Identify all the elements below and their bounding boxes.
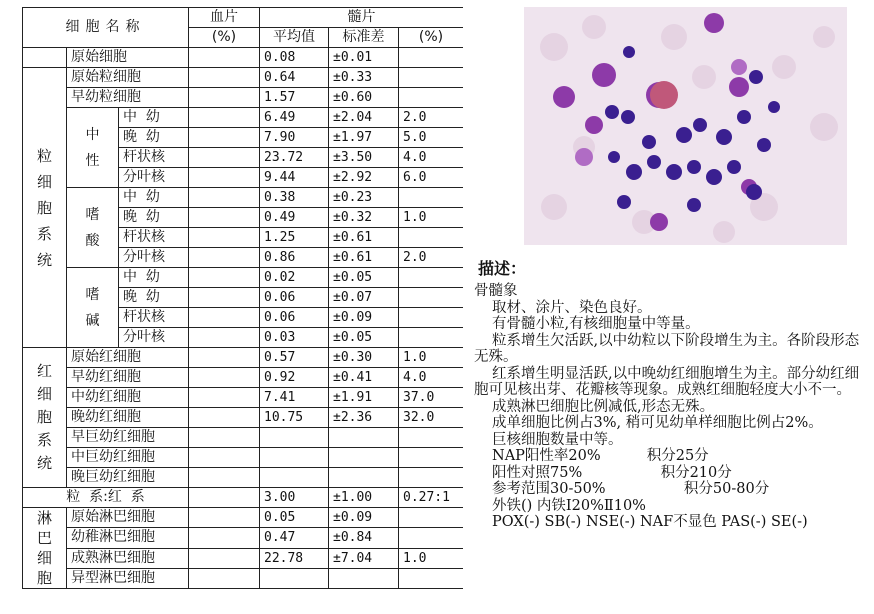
header-sd: 标准差 (329, 28, 399, 48)
row-sd: ±0.61 (329, 228, 399, 248)
row-pct (399, 528, 464, 548)
group-granulocyte: 粒 细 胞 系 统 (23, 68, 67, 348)
desc-line: 骨髓象 (474, 283, 518, 299)
row-pct (399, 88, 464, 108)
row-name: 分叶核 (119, 328, 189, 348)
row-sd: ±2.36 (329, 408, 399, 428)
row-mean: 0.49 (260, 208, 329, 228)
row-name: 中 幼 (119, 108, 189, 128)
row-name: 杆状核 (119, 148, 189, 168)
row-name: 早巨幼红细胞 (67, 428, 189, 448)
bone-marrow-micrograph (524, 7, 847, 245)
row-name: 中 幼 (119, 188, 189, 208)
row-pct (399, 448, 464, 468)
row-pct: 32.0 (399, 408, 464, 428)
table-row (23, 108, 464, 128)
row-mean: 0.08 (260, 48, 329, 68)
row-pct: 1.0 (399, 548, 464, 568)
row-sd: ±0.01 (329, 48, 399, 68)
row-name: 成熟淋巴细胞 (67, 548, 189, 568)
row-mean (260, 468, 329, 488)
desc-line: 阳性对照75% 积分210分 (492, 464, 732, 481)
description-body (474, 283, 868, 531)
row-mean (260, 568, 329, 588)
row-mean: 22.78 (260, 548, 329, 568)
row-pct: 2.0 (399, 108, 464, 128)
row-mean: 6.49 (260, 108, 329, 128)
table-row (23, 548, 464, 568)
row-mean: 23.72 (260, 148, 329, 168)
row-sd (329, 568, 399, 588)
row-mean: 0.86 (260, 248, 329, 268)
desc-line: 参考范围30-50% 积分50-80分 (492, 481, 770, 497)
table-row (23, 488, 464, 508)
header-cell-name: 细胞名称 (23, 8, 189, 48)
row-name: 晚 幼 (119, 208, 189, 228)
header-mean: 平均值 (260, 28, 329, 48)
row-pct: 4.0 (399, 148, 464, 168)
row-name: 幼稚淋巴细胞 (67, 528, 189, 548)
table-row (23, 268, 464, 288)
row-sd: ±0.33 (329, 68, 399, 88)
row-sd (329, 468, 399, 488)
row-sd: ±1.97 (329, 128, 399, 148)
row-name: 原始粒细胞 (67, 68, 189, 88)
row-mean: 10.75 (260, 408, 329, 428)
row-name: 晚幼红细胞 (67, 408, 189, 428)
table-row (23, 88, 464, 108)
row-pct: 2.0 (399, 248, 464, 268)
desc-line: 粒系增生欠活跃,以中幼粒以下阶段增生为主。各阶段形态无殊。 (474, 332, 860, 365)
row-mean: 3.00 (260, 488, 329, 508)
row-sd (329, 428, 399, 448)
header-blood-pct: (%) (189, 28, 260, 48)
row-name: 中 幼 (119, 268, 189, 288)
row-name: 晚 幼 (119, 128, 189, 148)
row-sd: ±0.84 (329, 528, 399, 548)
row-mean: 1.25 (260, 228, 329, 248)
row-mean: 0.03 (260, 328, 329, 348)
row-name: 原始红细胞 (67, 348, 189, 368)
row-name: 早幼红细胞 (67, 368, 189, 388)
desc-line: POX(-) SB(-) NSE(-) NAF不显色 PAS(-) SE(-) (492, 514, 808, 530)
group-basophil: 嗜 碱 (67, 268, 119, 348)
row-sd: ±1.91 (329, 388, 399, 408)
table-row (23, 188, 464, 208)
row-sd: ±2.92 (329, 168, 399, 188)
desc-line: 巨核细胞数量中等。 (492, 431, 623, 448)
row-sd: ±0.60 (329, 88, 399, 108)
row-pct (399, 328, 464, 348)
row-pct (399, 508, 464, 528)
row-mean: 0.57 (260, 348, 329, 368)
row-mean: 0.02 (260, 268, 329, 288)
desc-line: 红系增生明显活跃,以中晚幼红细胞增生为主。部分幼红细胞可见核出芽、花瓣核等现象。成熟红细胞轻度大小不一。 (474, 365, 860, 398)
row-sd: ±0.07 (329, 288, 399, 308)
desc-line: NAP阳性率20% 积分25分 (492, 448, 709, 464)
row-mean (260, 448, 329, 468)
row-sd (329, 448, 399, 468)
row-name: 中幼红细胞 (67, 388, 189, 408)
row-sd: ±0.05 (329, 268, 399, 288)
desc-line: 外铁() 内铁Ⅰ20%Ⅱ10% (492, 497, 646, 514)
row-mean: 0.06 (260, 308, 329, 328)
row-mean: 0.38 (260, 188, 329, 208)
micrograph-image (524, 7, 847, 245)
row-mean: 0.06 (260, 288, 329, 308)
row-name: 粒 系:红 系 (23, 488, 189, 508)
table-row (23, 68, 464, 88)
row-pct (399, 308, 464, 328)
group-neutrophil: 中 性 (67, 108, 119, 188)
header-blood: 血片 (189, 8, 260, 28)
row-sd: ±0.05 (329, 328, 399, 348)
row-sd: ±0.32 (329, 208, 399, 228)
desc-line: 有骨髓小粒,有核细胞量中等量。 (492, 316, 700, 332)
row-pct (399, 48, 464, 68)
description-title: 描述： (478, 259, 527, 278)
group-erythroid: 红 细 胞 系 统 (23, 348, 67, 488)
desc-line: 成单细胞比例占3%, 稍可见幼单样细胞比例占2%。 (492, 415, 823, 431)
row-name: 杆状核 (119, 228, 189, 248)
row-name: 原始淋巴细胞 (67, 508, 189, 528)
header-marrow-pct: (%) (399, 28, 464, 48)
row-sd: ±0.09 (329, 508, 399, 528)
row-pct (399, 288, 464, 308)
table-row (23, 368, 464, 388)
desc-line: 成熟淋巴细胞比例减低,形态无殊。 (492, 398, 715, 415)
row-pct (399, 228, 464, 248)
row-pct: 37.0 (399, 388, 464, 408)
table-row (23, 388, 464, 408)
row-pct: 1.0 (399, 348, 464, 368)
desc-line: 取材、涂片、染色良好。 (492, 299, 652, 316)
row-pct (399, 568, 464, 588)
row-sd: ±0.61 (329, 248, 399, 268)
row-mean (260, 428, 329, 448)
row-pct (399, 468, 464, 488)
table-row (23, 468, 464, 488)
table-row (23, 348, 464, 368)
row-pct (399, 428, 464, 448)
row-name: 异型淋巴细胞 (67, 568, 189, 588)
row-pct (399, 188, 464, 208)
row-sd: ±7.04 (329, 548, 399, 568)
row-mean: 7.41 (260, 388, 329, 408)
row-mean: 9.44 (260, 168, 329, 188)
table-row (23, 528, 464, 548)
row-pct (399, 268, 464, 288)
row-sd: ±0.23 (329, 188, 399, 208)
row-sd: ±1.00 (329, 488, 399, 508)
row-pct: 6.0 (399, 168, 464, 188)
row-sd: ±0.41 (329, 368, 399, 388)
table-row (23, 508, 464, 528)
table-row (23, 48, 464, 68)
row-pct: 1.0 (399, 208, 464, 228)
row-sd: ±0.09 (329, 308, 399, 328)
row-pct (399, 68, 464, 88)
row-name: 早幼粒细胞 (67, 88, 189, 108)
row-name: 中巨幼红细胞 (67, 448, 189, 468)
row-name: 原始细胞 (67, 48, 189, 68)
row-mean: 0.64 (260, 68, 329, 88)
row-sd: ±0.30 (329, 348, 399, 368)
row-mean: 0.05 (260, 508, 329, 528)
row-mean: 1.57 (260, 88, 329, 108)
table-row (23, 448, 464, 468)
row-name: 分叶核 (119, 248, 189, 268)
group-lymph: 淋 巴 细 胞 (23, 508, 67, 589)
row-name: 晚巨幼红细胞 (67, 468, 189, 488)
row-mean: 0.92 (260, 368, 329, 388)
table-row (23, 408, 464, 428)
reference-table (22, 7, 463, 609)
row-name: 晚 幼 (119, 288, 189, 308)
group-eosinophil: 嗜 酸 (67, 188, 119, 268)
row-name: 杆状核 (119, 308, 189, 328)
row-pct: 5.0 (399, 128, 464, 148)
row-pct: 0.27:1 (399, 488, 464, 508)
row-sd: ±2.04 (329, 108, 399, 128)
row-mean: 7.90 (260, 128, 329, 148)
header-marrow: 髓片 (260, 8, 464, 28)
table-row (23, 568, 464, 588)
row-sd: ±3.50 (329, 148, 399, 168)
table-row (23, 428, 464, 448)
row-mean: 0.47 (260, 528, 329, 548)
row-name: 分叶核 (119, 168, 189, 188)
row-pct: 4.0 (399, 368, 464, 388)
